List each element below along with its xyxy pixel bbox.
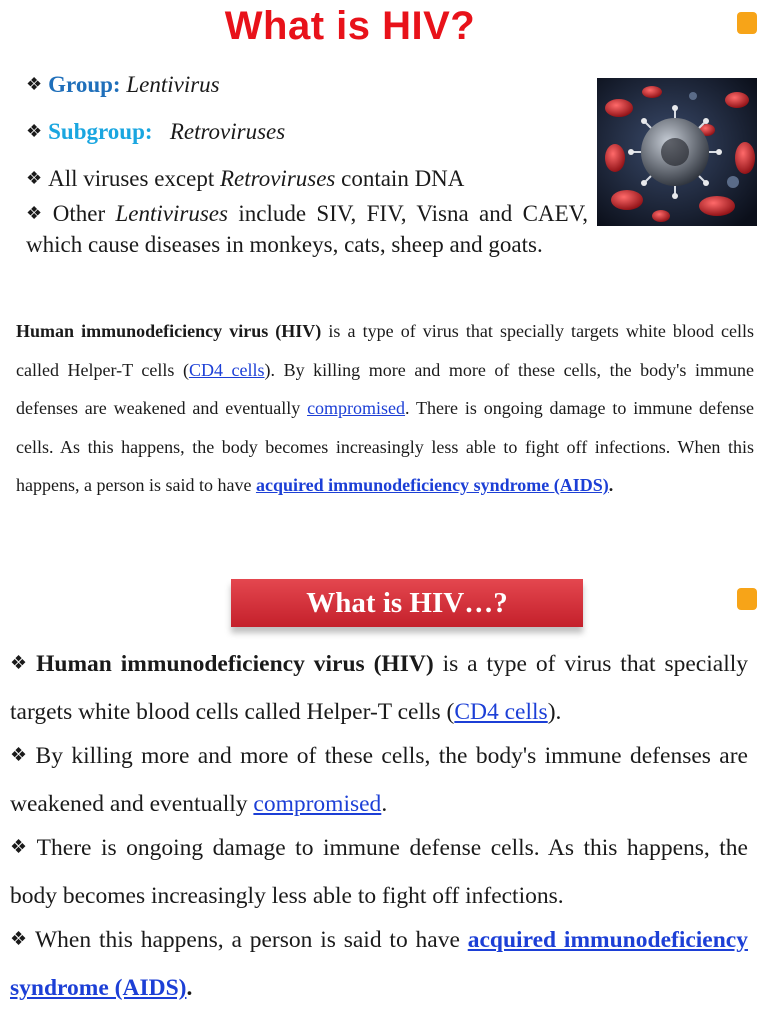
diamond-bullet-icon: ❖ — [26, 168, 43, 188]
bullet-killing-cells — [10, 733, 748, 827]
slide2-title-banner: What is HIV…? — [231, 579, 583, 627]
paragraph-text: ). By killing more and more of these cells, the body's immune defenses are weakened and eventually — [16, 359, 755, 418]
bullet-lentiviruses — [26, 199, 588, 260]
bold-term: Human immunodeficiency virus (HIV) — [36, 651, 434, 677]
link-aids[interactable]: acquired immunodeficiency syndrome (AIDS) — [10, 927, 748, 1001]
bullet-italic: Retroviruses — [219, 166, 336, 191]
subgroup-value: Retroviruses — [169, 119, 286, 144]
diamond-bullet-icon: ❖ — [26, 74, 43, 94]
subgroup-label: Subgroup: — [48, 119, 153, 144]
bullet-text: When this happens, a person is said to have — [35, 927, 468, 953]
bold-term: Human immunodeficiency virus (HIV) — [16, 321, 322, 341]
bullet-text: There is ongoing damage to immune defense cells. As this happens, the body becomes increasingly less able to fight off infections. — [10, 835, 748, 909]
link-cd4-cells[interactable]: CD4 cells — [188, 359, 265, 380]
bullet-text: . — [186, 975, 193, 1001]
paragraph-text: is a type of virus that specially targets white blood cells called Helper-T cells ( — [16, 321, 754, 380]
bullet-text: Other — [52, 201, 106, 226]
link-compromised[interactable]: compromised — [253, 791, 382, 817]
bullet-text: include SIV, FIV, Visna and CAEV, which cause diseases in monkeys, cats, sheep and goats. — [26, 201, 589, 257]
bullet-text: . — [381, 791, 388, 817]
bullet-text: contain DNA — [341, 166, 465, 191]
diamond-bullet-icon: ❖ — [10, 929, 29, 950]
bullet-text: is a type of virus that specially targets white blood cells called Helper-T cells ( — [10, 651, 748, 725]
orange-square-icon — [737, 12, 757, 34]
bullet-aids — [10, 917, 748, 1011]
orange-square-icon — [737, 588, 757, 610]
link-compromised[interactable]: compromised — [307, 398, 406, 418]
paragraph-text: . There is ongoing damage to immune defense cells. As this happens, the body becomes increasingly less able to fight off infections. When this happens, a person is said to have — [16, 398, 754, 495]
bullet-text: By killing more and more of these cells, the body's immune defenses are weakened and eventually — [10, 743, 748, 817]
hiv-description-paragraph — [16, 312, 754, 505]
group-label: Group: — [48, 72, 121, 97]
bullet-hiv-definition — [10, 641, 748, 735]
hiv-virus-image — [597, 78, 757, 226]
paragraph-text: . — [608, 475, 614, 495]
bullet-text: All viruses except — [48, 166, 215, 191]
diamond-bullet-icon: ❖ — [10, 745, 30, 766]
bullet-dna — [26, 164, 464, 195]
diamond-bullet-icon: ❖ — [26, 121, 43, 141]
diamond-bullet-icon: ❖ — [10, 653, 31, 674]
bullet-ongoing-damage — [10, 825, 748, 919]
slide1-title: What is HIV? — [224, 4, 476, 48]
bullet-subgroup — [26, 117, 285, 148]
link-cd4-cells[interactable]: CD4 cells — [454, 699, 548, 725]
bullet-text: ). — [547, 699, 562, 725]
group-value: Lentivirus — [126, 72, 220, 97]
link-aids[interactable]: acquired immunodeficiency syndrome (AIDS) — [255, 475, 609, 495]
diamond-bullet-icon: ❖ — [26, 203, 47, 223]
bullet-group — [26, 70, 220, 101]
bullet-italic: Lentiviruses — [115, 201, 228, 226]
diamond-bullet-icon: ❖ — [10, 837, 31, 858]
